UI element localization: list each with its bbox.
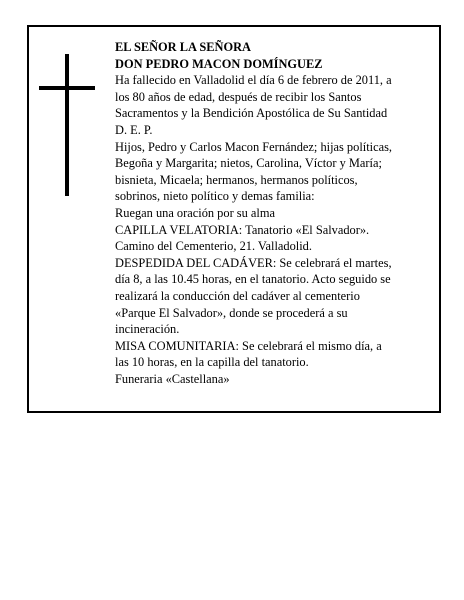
notice-line: Funeraria «Castellana» [115, 371, 230, 386]
notice-line: realizará la conducción del cadáver al cementerio [115, 288, 360, 303]
notice-line: Sacramentos y la Bendición Apostólica de Su Santidad [115, 106, 388, 121]
cross-vertical-bar [65, 54, 69, 196]
deceased-name: DON PEDRO MACON DOMÍNGUEZ [115, 56, 323, 71]
notice-line: D. E. P. [115, 122, 153, 137]
cross-horizontal-bar [39, 86, 95, 90]
notice-line: los 80 años de edad, después de recibir los Santos [115, 89, 362, 104]
notice-line: Camino del Cementerio, 21. Valladolid. [115, 239, 312, 254]
notice-line: «Parque El Salvador», donde se procederá a su [115, 305, 348, 320]
notice-line: DESPEDIDA DEL CADÁVER: Se celebrará el martes, [115, 255, 392, 270]
notice-line: sobrinos, nieto político y demas familia: [115, 189, 315, 204]
notice-line: Ruegan una oración por su alma [115, 205, 275, 220]
notice-line: Begoña y Margarita; nietos, Carolina, Víctor y María; [115, 156, 382, 171]
cross-icon [39, 54, 95, 196]
notice-line: bisnieta, Micaela; hermanos, hermanos políticos, [115, 172, 358, 187]
notice-line: incineración. [115, 322, 180, 337]
notice-line: Ha fallecido en Valladolid el día 6 de febrero de 2011, a [115, 73, 392, 88]
notice-line: las 10 horas, en la capilla del tanatorio. [115, 355, 309, 370]
notice-header-title: EL SEÑOR LA SEÑORA [115, 40, 251, 54]
notice-line: día 8, a las 10.45 horas, en el tanatorio. Acto seguido se [115, 272, 391, 287]
notice-line: MISA COMUNITARIA: Se celebrará el mismo día, a [115, 338, 382, 353]
notice-line: Hijos, Pedro y Carlos Macon Fernández; hijas políticas, [115, 139, 393, 154]
notice-text [115, 39, 423, 387]
notice-line: CAPILLA VELATORIA: Tanatorio «El Salvador». [115, 222, 370, 237]
